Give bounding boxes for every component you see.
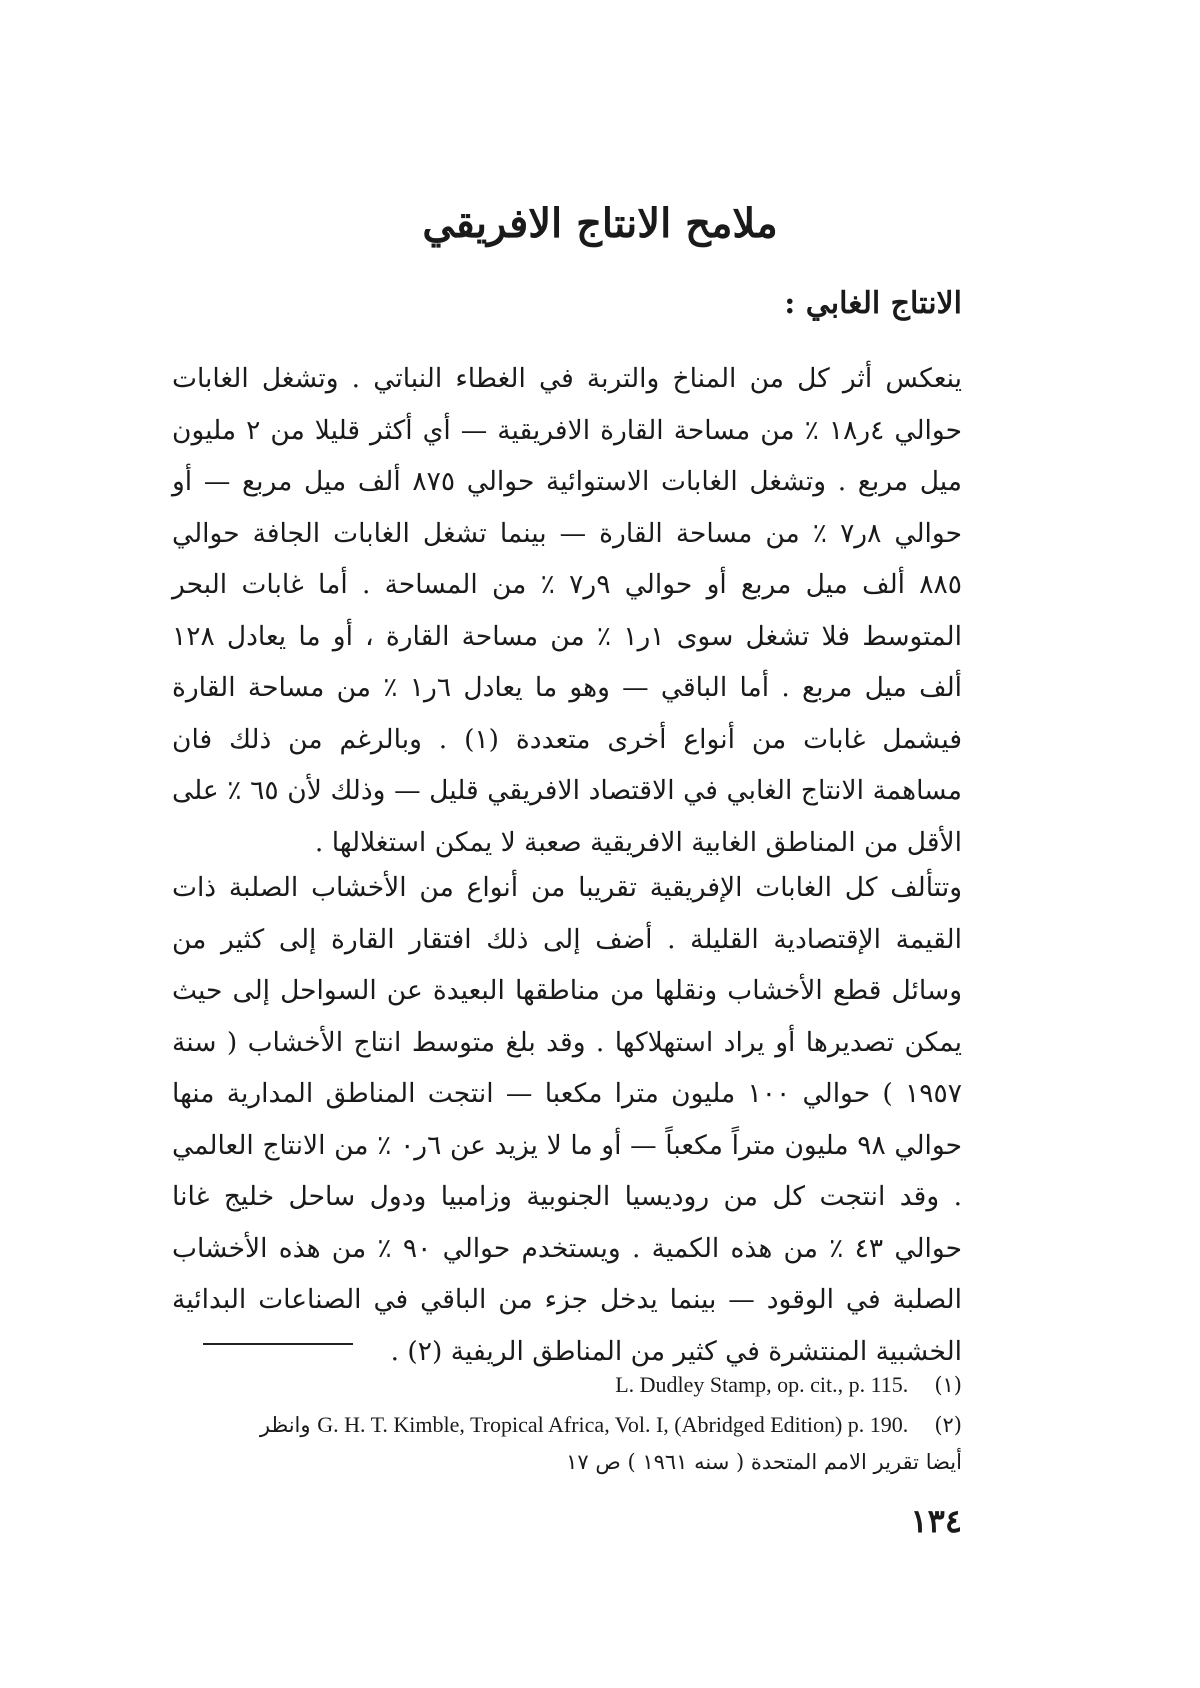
footnote-1-number: (١) (934, 1373, 962, 1397)
footnote-1-citation: L. Dudley Stamp, op. cit., p. 115. (615, 1372, 909, 1397)
footnote-2-continuation: أيضا تقرير الامم المتحدة ( سنه ١٩٦١ ) ص ١٧ (566, 1450, 962, 1474)
paragraph-1: ينعكس أثر كل من المناخ والتربة في الغطاء النباتي . وتشغل الغابات حوالي ٤ر١٨ ٪ من مساحة القارة الافريقية — أي أكثر قليلا من ٢ مليون ميل مربع . وتشغل الغابات الاستوائية حوالي ٨٧٥ ألف ميل مربع — أو حوالي ٨ر٧ ٪ من مساحة القارة — بينما تشغل الغابات الجافة حوالي ٨٨٥ ألف ميل مربع أو حوالي ٩ر٧ ٪ من المساحة . أما غابات البحر المتوسط فلا تشغل سوى ١ر١ ٪ من مساحة القارة ، أو ما يعادل ١٢٨ ألف ميل مربع . أما الباقي — وهو ما يعادل ٦ر١ ٪ من مساحة القارة فيشمل غابات من أنواع أخرى متعددة (١) . وبالرغم من ذلك فان مساهمة الانتاج الغابي في الاقتصاد الافريقي قليل — وذلك لأن ٦٥ ٪ على الأقل من المناطق الغابية الافريقية صعبة لا يمكن استغلالها . (172, 363, 963, 858)
footnote-2-citation: G. H. T. Kimble, Tropical Africa, Vol. I, (Abridged Edition) p. 190. (317, 1412, 909, 1437)
page-title: ملامح الانتاج الافريقي (422, 200, 778, 247)
footnote-2-suffix: وانظر (259, 1413, 311, 1437)
paragraph-2: وتتألف كل الغابات الإفريقية تقريبا من أنواع من الأخشاب الصلبة ذات القيمة الإقتصادية القليلة . أضف إلى ذلك افتقار القارة إلى كثير من وسائل قطع الأخشاب ونقلها من مناطقها البعيدة عن السواحل إلى حيث يمكن تصديرها أو يراد استهلاكها . وقد بلغ متوسط انتاج الأخشاب ( سنة ١٩٥٧ ) حوالي ١٠٠ مليون مترا مكعبا — انتجت المناطق المدارية منها حوالي ٩٨ مليون متراً مكعباً — أو ما لا يزيد عن ٦ر٠ ٪ من الانتاج العالمي . وقد انتجت كل من روديسيا الجنوبية وزامبيا ودول ساحل خليج غانا حوالي ٤٣ ٪ من هذه الكمية . ويستخدم حوالي ٩٠ ٪ من هذه الأخشاب الصلبة في الوقود — بينما يدخل جزء من الباقي في الصناعات البدائية الخشبية المنتشرة في كثير من المناطق الريفية (٢) . (172, 872, 962, 1367)
footnote-2 (260, 1412, 962, 1438)
footnote-2-number: (٢) (934, 1413, 962, 1437)
footnote-separator (203, 1343, 353, 1345)
footnote-1 (615, 1372, 962, 1398)
section-heading: الانتاج الغابي : (784, 286, 962, 321)
page-number: ١٣٤ (910, 1502, 962, 1540)
